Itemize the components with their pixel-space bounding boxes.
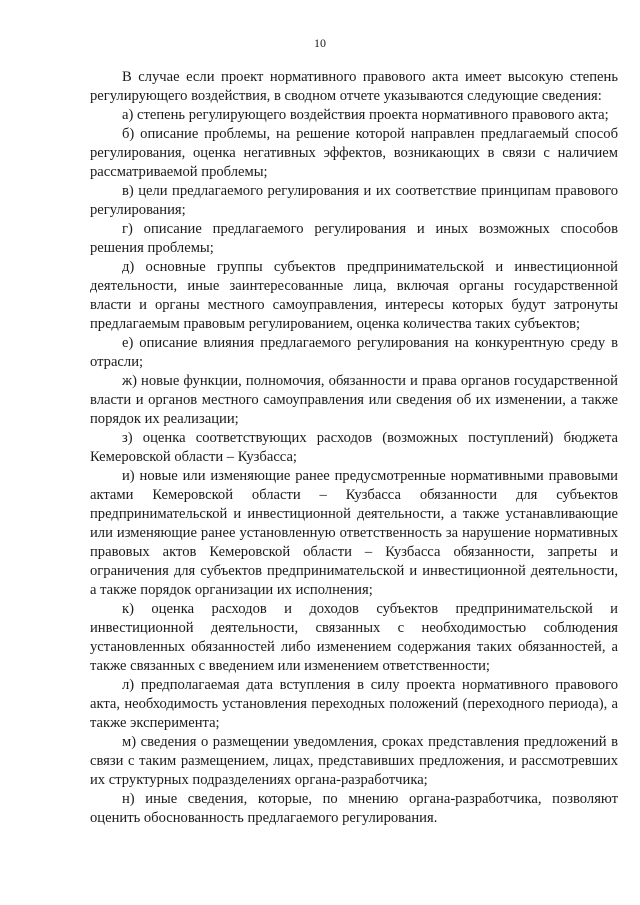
- list-item-m: м) сведения о размещении уведомления, сроках представления предложений в связи с таким размещением, лицах, представивших предложения, и рассмотревших их структурных подразделениях органа-разработчика;: [90, 734, 618, 788]
- list-item-k: к) оценка расходов и доходов субъектов предпринимательской и инвестиционной деятельности, связанных с необходимостью соблюдения установленных обязанностей либо изменением содержания таких обязанностей, а также связанных с введением или изменением ответственности;: [90, 601, 618, 674]
- document-body: [90, 68, 618, 828]
- page-number: 10: [314, 36, 326, 50]
- list-item-zh: ж) новые функции, полномочия, обязанности и права органов государственной власти и органов местного самоуправления или сведения об их изменении, а также порядок их реализации;: [90, 373, 618, 427]
- list-item-v: в) цели предлагаемого регулирования и их соответствие принципам правового регулирования;: [90, 183, 618, 218]
- list-item-e: е) описание влияния предлагаемого регулирования на конкурентную среду в отрасли;: [90, 335, 618, 370]
- list-item-n: н) иные сведения, которые, по мнению органа-разработчика, позволяют оценить обоснованность предлагаемого регулирования.: [90, 791, 618, 826]
- list-item-b: б) описание проблемы, на решение которой направлен предлагаемый способ регулирования, оценка негативных эффектов, возникающих в связи с наличием рассматриваемой проблемы;: [90, 126, 618, 180]
- list-item-l: л) предполагаемая дата вступления в силу проекта нормативного правового акта, необходимость установления переходных положений (переходного периода), а также эксперимента;: [90, 677, 618, 731]
- intro-paragraph: В случае если проект нормативного правового акта имеет высокую степень регулирующего воздействия, в сводном отчете указываются следующие сведения:: [90, 69, 618, 104]
- list-item-d: д) основные группы субъектов предпринимательской и инвестиционной деятельности, иные заинтересованные лица, включая органы государственной власти и органы местного самоуправления, интересы которых будут затронуты предлагаемым правовым регулированием, оценка количества таких субъектов;: [90, 259, 618, 332]
- list-item-z: з) оценка соответствующих расходов (возможных поступлений) бюджета Кемеровской области – Кузбасса;: [90, 430, 618, 465]
- list-item-g: г) описание предлагаемого регулирования и иных возможных способов решения проблемы;: [90, 221, 618, 256]
- list-item-i: и) новые или изменяющие ранее предусмотренные нормативными правовыми актами Кемеровской области – Кузбасса обязанности для субъектов предпринимательской и инвестиционной деятельности, а также устанавливающие или изменяющие ранее установленную ответственность за нарушение нормативных правовых актов Кемеровской области – Кузбасса обязанности, запреты и ограничения для субъектов предпринимательской и инвестиционной деятельности, а также порядок организации их исполнения;: [90, 468, 618, 598]
- list-item-a: а) степень регулирующего воздействия проекта нормативного правового акта;: [122, 107, 609, 123]
